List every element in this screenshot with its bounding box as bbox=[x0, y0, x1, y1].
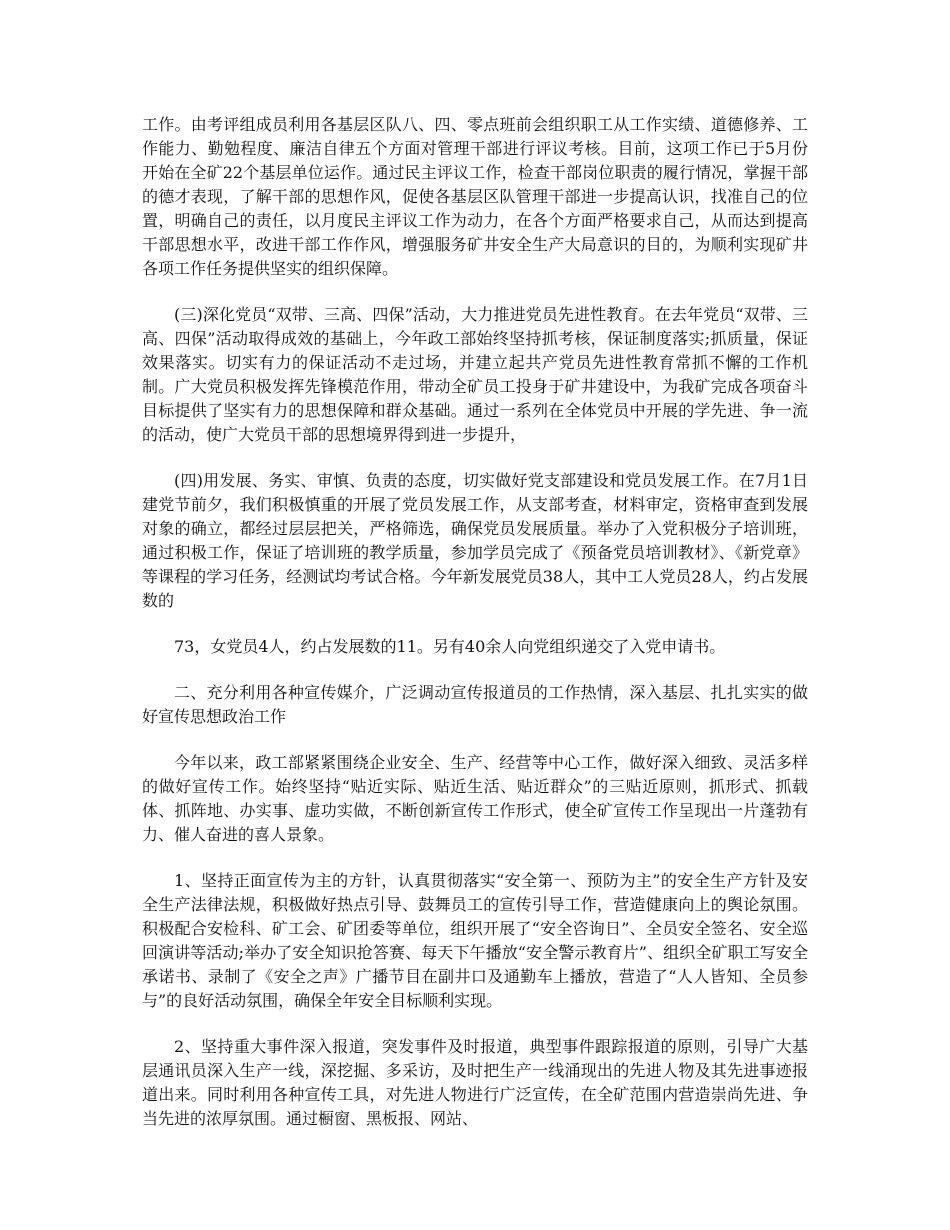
paragraph-safety-publicity: 1、坚持正面宣传为主的方针，认真贯彻落实“安全第一、预防为主”的安全生产方针及安全生产法律法规，积极做好热点引导、鼓舞员工的宣传引导工作，营造健康向上的舆论氛围。积极配合安检科、矿工会、矿团委等单位，组织开展了“安全咨询日”、全员安全签名、安全巡回演讲等活动;举办了安全知识抢答赛、每天下午播放“安全警示教育片”、组织全矿职工写安全承诺书、录制了《安全之声》广播节目在副井口及通勤车上播放，营造了“人人皆知、全员参与”的良好活动氛围，确保全年安全目标顺利实现。 bbox=[142, 871, 808, 1010]
section-heading-propaganda: 二、充分利用各种宣传媒介，广泛调动宣传报道员的工作热情，深入基层、扎扎实实的做好宣传思想政治工作 bbox=[142, 683, 808, 726]
document-page bbox=[142, 113, 808, 1153]
paragraph-event-reporting: 2、坚持重大事件深入报道，突发事件及时报道，典型事件跟踪报道的原则，引导广大基层通讯员深入生产一线，深挖掘、多采访，及时把生产一线涌现出的先进人物及其先进事迹报道出来。同时利用各种宣传工具，对先进人物进行广泛宣传，在全矿范围内营造崇尚先进、争当先进的浓厚氛围。通过橱窗、黑板报、网站、 bbox=[142, 1037, 808, 1128]
paragraph-party-statistics: 73，女党员4人，约占发展数的11。另有40余人向党组织递交了入党申请书。 bbox=[174, 637, 726, 656]
paragraph-party-branch-development: (四)用发展、务实、审慎、负责的态度，切实做好党支部建设和党员发展工作。在7月1日建党节前夕，我们积极慎重的开展了党员发展工作，从支部考查，材料审定，资格审查到发展对象的确立，都经过层层把关，严格筛选，确保党员发展质量。举办了入党积极分子培训班，通过积极工作，保证了培训班的教学质量，参加学员完成了《预备党员培训教材》、《新党章》等课程的学习任务，经测试均考试合格。今年新发展党员38人，其中工人党员28人，约占发展数的 bbox=[142, 471, 808, 610]
paragraph-party-member-activity: (三)深化党员“双带、三高、四保”活动，大力推进党员先进性教育。在去年党员“双带、三高、四保”活动取得成效的基础上，今年政工部始终坚持抓考核，保证制度落实;抓质量，保证效果落实。切实有力的保证活动不走过场，并建立起共产党员先进性教育常抓不懈的工作机制。广大党员积极发挥先锋模范作用，带动全矿员工投身于矿井建设中，为我矿完成各项奋斗目标提供了坚实有力的思想保障和群众基础。通过一系列在全体党员中开展的学先进、争一流的活动，使广大党员干部的思想境界得到进一步提升， bbox=[142, 305, 808, 444]
paragraph-propaganda-overview: 今年以来，政工部紧紧围绕企业安全、生产、经营等中心工作，做好深入细致、灵活多样的做好宣传工作。始终坚持“贴近实际、贴近生活、贴近群众”的三贴近原则，抓形式、抓载体、抓阵地、办实事、虚功实做，不断创新宣传工作形式，使全矿宣传工作呈现出一片蓬勃有力、催人奋进的喜人景象。 bbox=[142, 753, 808, 844]
paragraph-cadre-review: 工作。由考评组成员利用各基层区队八、四、零点班前会组织职工从工作实绩、道德修养、工作能力、勤勉程度、廉洁自律五个方面对管理干部进行评议考核。目前，这项工作已于5月份开始在全矿22个基层单位运作。通过民主评议工作，检查干部岗位职责的履行情况，掌握干部的德才表现，了解干部的思想作风，促使各基层区队管理干部进一步提高认识，找准自己的位置，明确自己的责任，以月度民主评议工作为动力，在各个方面严格要求自己，从而达到提高干部思想水平，改进干部工作作风，增强服务矿井安全生产大局意识的目的，为顺利实现矿井各项工作任务提供坚实的组织保障。 bbox=[142, 115, 808, 278]
